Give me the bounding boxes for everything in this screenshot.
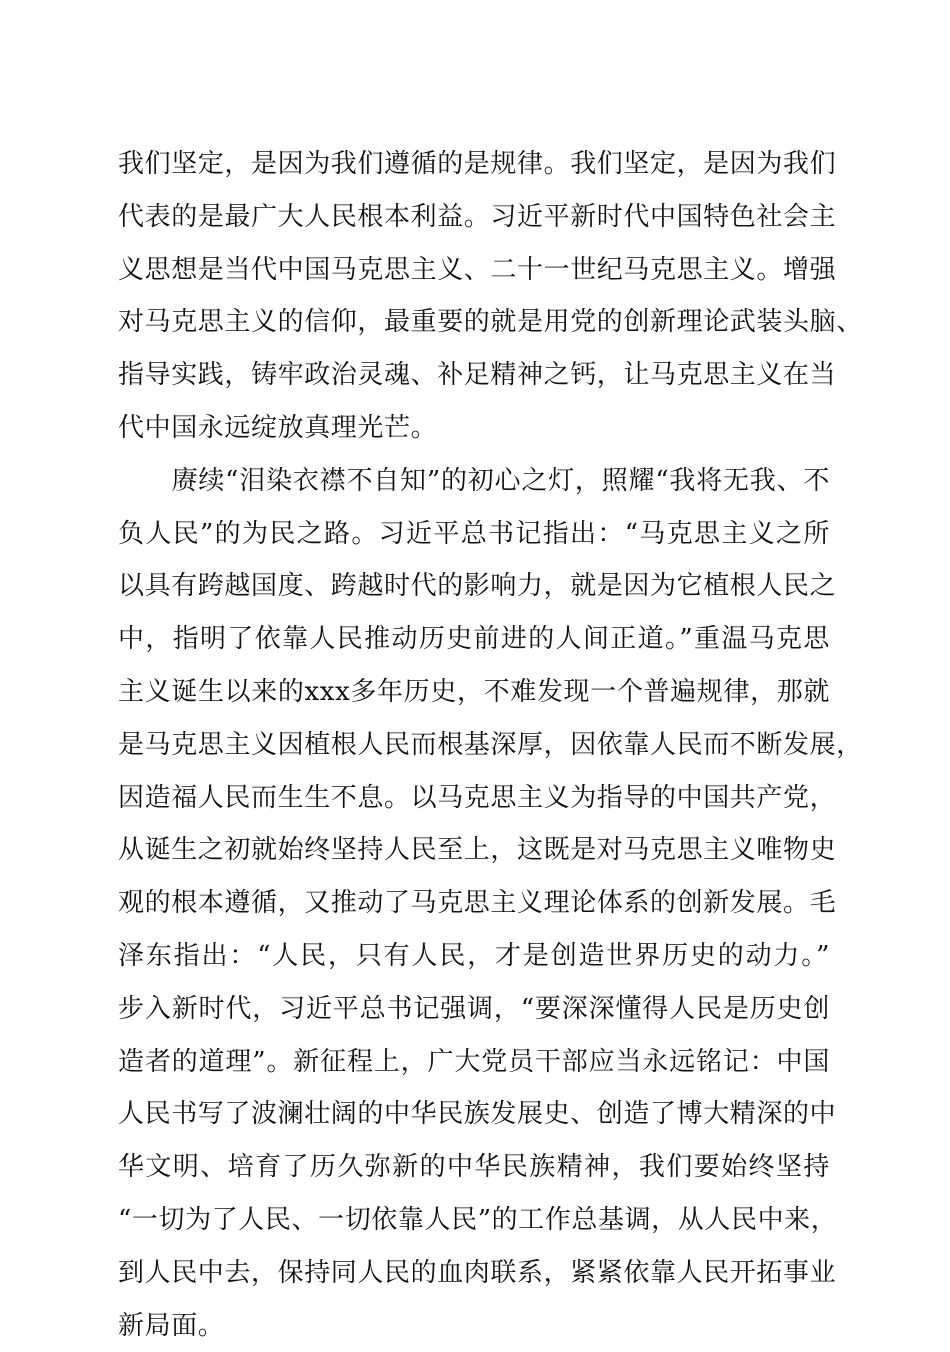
text-line: “一切为了人民、一切依靠人民”的工作总基调，从人民中来， bbox=[118, 1204, 838, 1235]
text-line: 新局面。 bbox=[118, 1310, 225, 1341]
text-line: 负人民”的为民之路。习近平总书记指出：“马克思主义之所 bbox=[118, 518, 830, 549]
text-line: 从诞生之初就始终坚持人民至上，这既是对马克思主义唯物史 bbox=[118, 835, 837, 866]
text-line: 泽东指出：“人民，只有人民，才是创造世界历史的动力。” bbox=[118, 940, 830, 971]
text-line: 对马克思主义的信仰，最重要的就是用党的创新理论武装头脑、 bbox=[118, 307, 863, 338]
text-line: 代中国永远绽放真理光芒。 bbox=[118, 412, 438, 443]
text-line: 造者的道理”。新征程上，广大党员干部应当永远铭记：中国 bbox=[118, 1046, 830, 1077]
text-line: 是马克思主义因植根人民而根基深厚，因依靠人民而不断发展， bbox=[118, 729, 863, 760]
text-line: 义思想是当代中国马克思主义、二十一世纪马克思主义。增强 bbox=[118, 254, 837, 285]
body-text bbox=[118, 138, 863, 1352]
text-line: 主义诞生以来的xxx多年历史，不难发现一个普遍规律，那就 bbox=[118, 676, 830, 707]
text-line: 我们坚定，是因为我们遵循的是规律。我们坚定，是因为我们 bbox=[118, 149, 837, 179]
text-line: 观的根本遵循，又推动了马克思主义理论体系的创新发展。毛 bbox=[118, 888, 837, 919]
text-line: 人民书写了波澜壮阔的中华民族发展史、创造了博大精深的中 bbox=[118, 1099, 837, 1130]
text-line: 中，指明了依靠人民推动历史前进的人间正道。”重温马克思 bbox=[118, 624, 830, 655]
text-line: 指导实践，铸牢政治灵魂、补足精神之钙，让马克思主义在当 bbox=[118, 360, 837, 391]
text-line: 华文明、培育了历久弥新的中华民族精神，我们要始终坚持 bbox=[118, 1152, 830, 1183]
text-line: 代表的是最广大人民根本利益。习近平新时代中国特色社会主 bbox=[118, 201, 837, 232]
text-line: 以具有跨越国度、跨越时代的影响力，就是因为它植根人民之 bbox=[118, 571, 837, 602]
text-line: 赓续“泪染衣襟不自知”的初心之灯，照耀“我将无我、不 bbox=[118, 465, 830, 496]
text-line: 因造福人民而生生不息。以马克思主义为指导的中国共产党， bbox=[118, 782, 837, 813]
text-line: 到人民中去，保持同人民的血肉联系，紧紧依靠人民开拓事业 bbox=[118, 1257, 837, 1288]
text-line: 步入新时代，习近平总书记强调，“要深深懂得人民是历史创 bbox=[118, 993, 830, 1024]
